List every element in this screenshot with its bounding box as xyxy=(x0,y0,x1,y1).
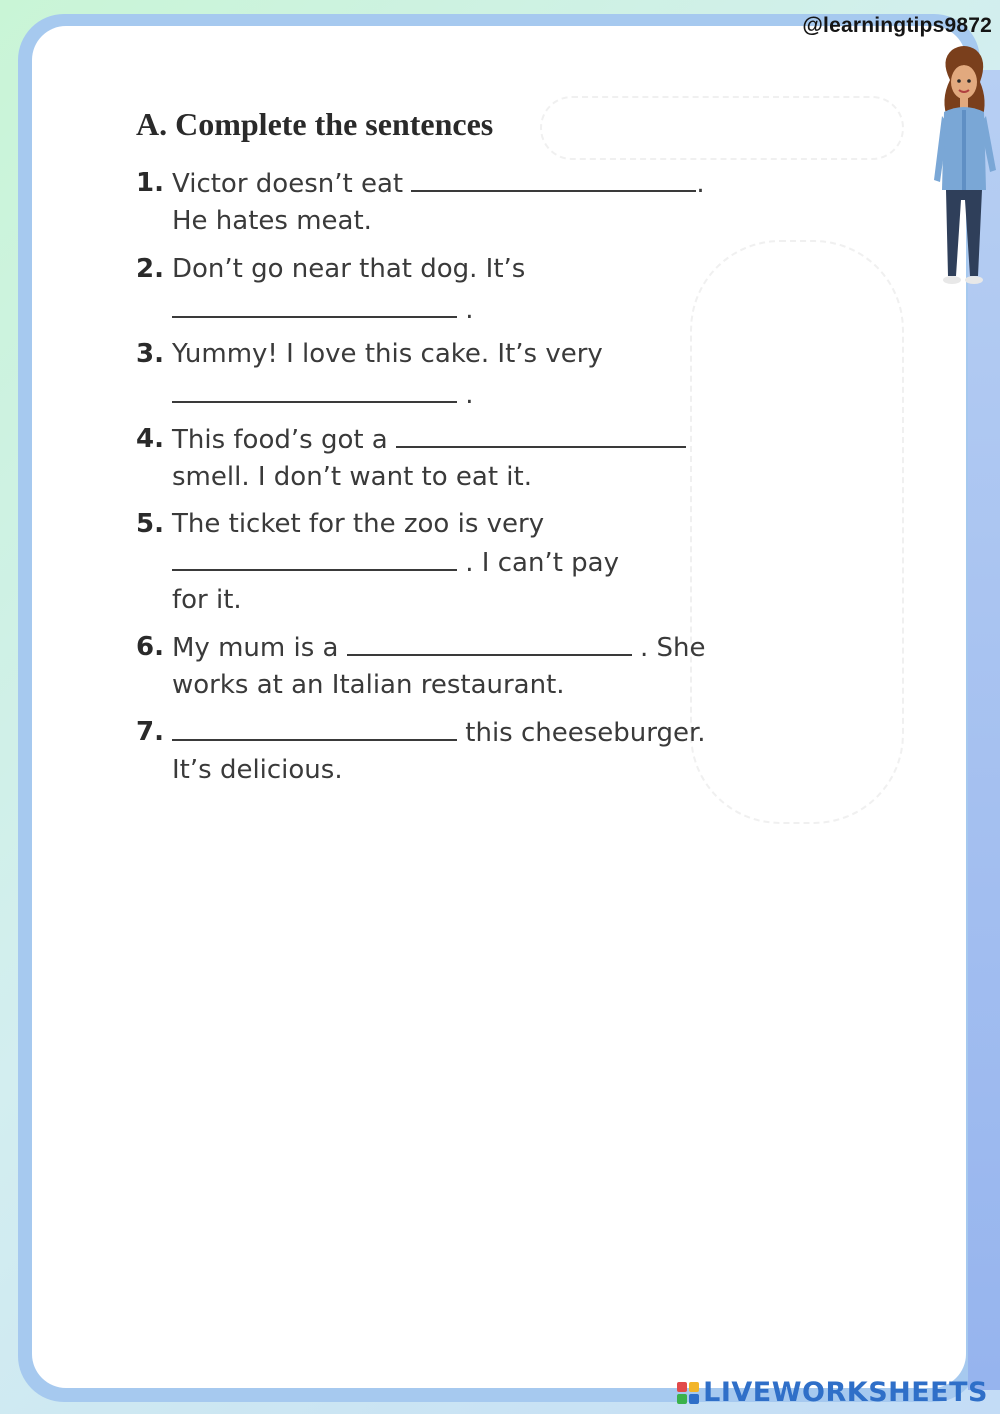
teacher-avatar-icon xyxy=(928,40,1000,290)
liveworksheets-logo-icon xyxy=(677,1382,699,1404)
question-number: 6. xyxy=(136,632,164,662)
question-number: 2. xyxy=(136,254,164,284)
question-line: works at an Italian restaurant. xyxy=(172,670,565,700)
question-line: He hates meat. xyxy=(172,206,372,236)
brand-name: LIVEWORKSHEETS xyxy=(703,1377,988,1408)
ghost-shape xyxy=(540,96,904,160)
question-line: The ticket for the zoo is very xyxy=(172,509,545,539)
question-number: 3. xyxy=(136,339,164,369)
question-line: Don’t go near that dog. It’s xyxy=(172,254,526,284)
answer-blank[interactable] xyxy=(411,164,696,192)
ghost-shape xyxy=(690,240,904,824)
question-line: Victor doesn’t eat . xyxy=(172,164,705,203)
question-line: smell. I don’t want to eat it. xyxy=(172,462,532,492)
question-number: 5. xyxy=(136,509,164,539)
answer-blank[interactable] xyxy=(172,290,457,318)
question-line: for it. xyxy=(172,585,242,615)
question-number: 1. xyxy=(136,168,164,198)
answer-blank[interactable] xyxy=(172,375,457,403)
question-number: 7. xyxy=(136,717,164,747)
question-line: Yummy! I love this cake. It’s very xyxy=(172,339,603,369)
question-line: It’s delicious. xyxy=(172,755,343,785)
question-line: this cheeseburger. xyxy=(172,713,706,752)
watermark-handle: @learningtips9872 xyxy=(802,14,992,37)
question-line: . I can’t pay xyxy=(172,543,619,582)
answer-blank[interactable] xyxy=(347,628,632,656)
brand-footer xyxy=(677,1377,988,1408)
section-heading: A. Complete the sentences xyxy=(136,106,494,142)
answer-blank[interactable] xyxy=(172,543,457,571)
question-line: . xyxy=(172,290,474,329)
answer-blank[interactable] xyxy=(172,713,457,741)
question-number: 4. xyxy=(136,424,164,454)
answer-blank[interactable] xyxy=(396,420,686,448)
question-line: . xyxy=(172,375,474,414)
question-line: This food’s got a xyxy=(172,420,686,459)
question-line: My mum is a . She xyxy=(172,628,706,667)
